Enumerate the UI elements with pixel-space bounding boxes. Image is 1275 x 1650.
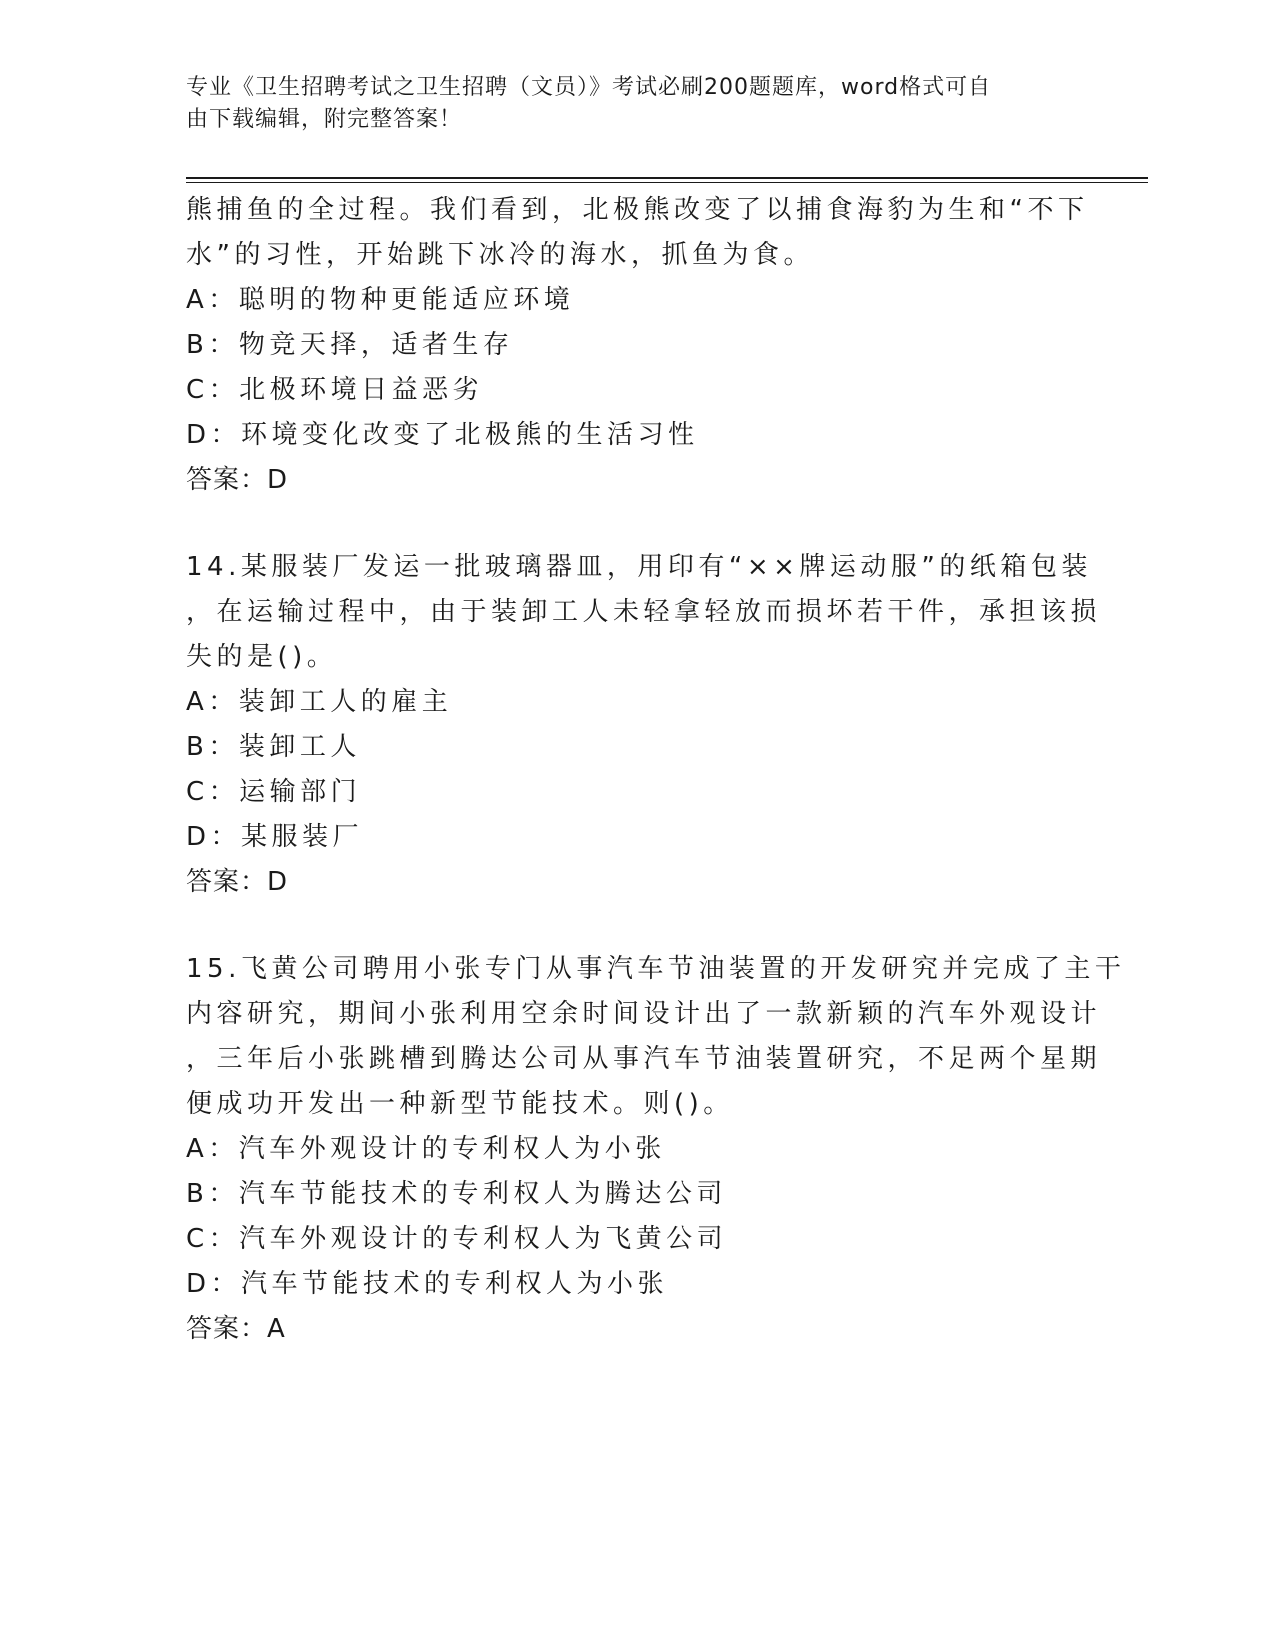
document-body (186, 188, 1126, 1352)
question-stem-line: 熊捕鱼的全过程。我们看到，北极熊改变了以捕食海豹为生和“不下 (186, 195, 1089, 225)
answer-line: 答案：D (186, 867, 289, 897)
question-14 (186, 545, 1102, 905)
question-stem-line: 水”的习性，开始跳下冰冷的海水，抓鱼为食。 (186, 240, 814, 270)
option-b: B：汽车节能技术的专利权人为腾达公司 (186, 1179, 727, 1209)
option-c: C：运输部门 (186, 777, 362, 807)
question-spacer (186, 503, 1086, 545)
document-header (186, 72, 1066, 136)
header-divider-thick (186, 177, 1148, 179)
question-stem-line: 便成功开发出一种新型节能技术。则()。 (186, 1089, 734, 1119)
answer-line: 答案：D (186, 465, 289, 495)
option-c: C：北极环境日益恶劣 (186, 375, 484, 405)
question-15 (186, 947, 1126, 1352)
question-stem-line: 14.某服装厂发运一批玻璃器皿，用印有“××牌运动服”的纸箱包装 (186, 552, 1092, 582)
option-a: A：汽车外观设计的专利权人为小张 (186, 1134, 666, 1164)
option-b: B：装卸工人 (186, 732, 361, 762)
option-d: D：环境变化改变了北极熊的生活习性 (186, 420, 699, 450)
question-stem-line: ，三年后小张跳槽到腾达公司从事汽车节油装置研究，不足两个星期 (186, 1044, 1102, 1074)
question-stem-line: 失的是()。 (186, 642, 338, 672)
header-line-2: 由下载编辑，附完整答案！ (186, 107, 463, 132)
option-c: C：汽车外观设计的专利权人为飞黄公司 (186, 1224, 728, 1254)
question-13 (186, 188, 1089, 503)
question-spacer (186, 905, 1086, 947)
question-stem-line: 内容研究，期间小张利用空余时间设计出了一款新颖的汽车外观设计 (186, 999, 1102, 1029)
option-a: A：装卸工人的雇主 (186, 687, 453, 717)
header-line-1: 专业《卫生招聘考试之卫生招聘（文员）》考试必刷200题题库，word格式可自 (186, 75, 992, 100)
answer-line: 答案：A (186, 1314, 286, 1344)
option-b: B：物竞天择，适者生存 (186, 330, 514, 360)
header-divider-thin (186, 182, 1148, 183)
question-stem-line: 15.飞黄公司聘用小张专门从事汽车节油装置的开发研究并完成了主干 (186, 954, 1126, 984)
option-d: D：汽车节能技术的专利权人为小张 (186, 1269, 669, 1299)
option-d: D：某服装厂 (186, 822, 364, 852)
question-stem-line: ，在运输过程中，由于装卸工人未轻拿轻放而损坏若干件，承担该损 (186, 597, 1102, 627)
option-a: A：聪明的物种更能适应环境 (186, 285, 575, 315)
